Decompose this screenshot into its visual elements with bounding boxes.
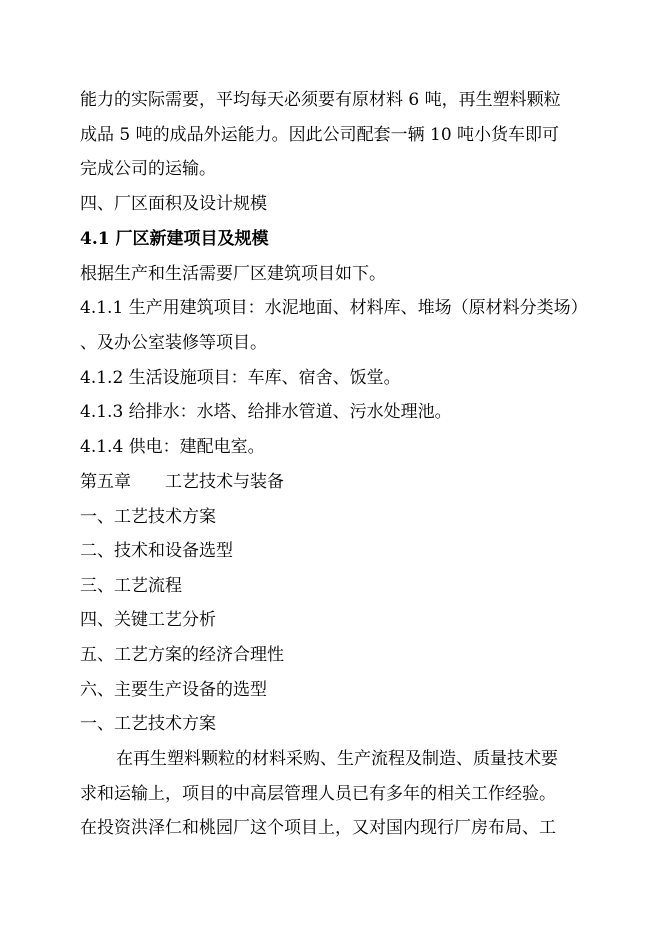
outline-item: 二、技术和设备选型: [80, 541, 233, 561]
paragraph-line: 能力的实际需要，平均每天必须要有原材料 6 吨，再生塑料颗粒: [80, 90, 561, 110]
list-item: 4.1.3 给排水：水塔、给排水管道、污水处理池。: [80, 402, 452, 422]
outline-item: 四、关键工艺分析: [80, 610, 216, 630]
list-item: 4.1.2 生活设施项目：车库、宿舍、饭堂。: [80, 368, 401, 388]
outline-item: 五、工艺方案的经济合理性: [80, 645, 284, 665]
list-item-continuation: 、及办公室装修等项目。: [80, 333, 267, 353]
paragraph-line: 完成公司的运输。: [80, 159, 216, 179]
section-heading: 四、厂区面积及设计规模: [80, 194, 267, 214]
paragraph-line: 在再生塑料颗粒的材料采购、生产流程及制造、质量技术要: [116, 749, 558, 769]
subsection-heading: 4.1 厂区新建项目及规模: [80, 229, 269, 249]
chapter-heading: [80, 471, 284, 493]
list-item: 4.1.4 供电：建配电室。: [80, 437, 265, 457]
list-item: 4.1.1 生产用建筑项目：水泥地面、材料库、堆场（原材料分类场）: [80, 298, 588, 318]
chapter-title: 工艺技术与装备: [165, 472, 284, 492]
outline-item: 六、主要生产设备的选型: [80, 680, 267, 700]
chapter-number: 第五章: [80, 472, 131, 492]
paragraph-line: 在投资洪泽仁和桃园厂这个项目上，又对国内现行厂房布局、工: [80, 818, 556, 838]
paragraph-line: 成品 5 吨的成品外运能力。因此公司配套一辆 10 吨小货车即可: [80, 125, 560, 145]
outline-item: 一、工艺技术方案: [80, 507, 216, 527]
paragraph-line: 根据生产和生活需要厂区建筑项目如下。: [80, 264, 386, 284]
section-heading: 一、工艺技术方案: [80, 714, 216, 734]
outline-item: 三、工艺流程: [80, 576, 182, 596]
paragraph-line: 求和运输上，项目的中高层管理人员已有多年的相关工作经验。: [80, 784, 556, 804]
